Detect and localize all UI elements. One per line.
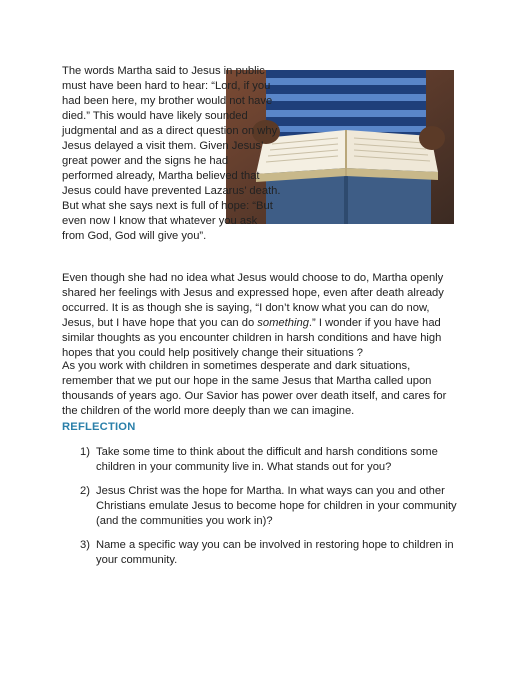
reflection-item-number: 1) <box>80 446 90 458</box>
reflection-item-text: Take some time to think about the difficult and harsh conditions some children in your community live in. What stands out for you? <box>96 446 438 473</box>
paragraph-martha-words <box>62 64 454 244</box>
reflection-item-number: 2) <box>80 485 90 497</box>
paragraph-martha-words-text: The words Martha said to Jesus in public must have been hard to hear: “Lord, if you had been here, my brother would not have died.” This would have likely sounded judgmental and as a direct question on why Jesus delayed a visit them. Given Jesus’ great power and the signs he had performed already, Martha believed that Jesus could have prevented Lazarus’ death. But what she says next is full of hope: “But even now I know that whatever you ask from God, God will give you”. <box>62 65 281 242</box>
reflection-item <box>80 445 470 475</box>
image-wrap-spacer <box>282 64 454 222</box>
reflection-item <box>80 538 470 568</box>
paragraph-work-with-children: As you work with children in sometimes desperate and dark situations, remember that we put our hope in the same Jesus that Martha called upon thousands of years ago. Our Savior has power over death itself, and cares for the children of the world more deeply than we can imagine. <box>62 360 447 417</box>
paragraph-martha-hope-emphasis: something <box>257 317 309 329</box>
paragraph-martha-hope-text-b: .” I wonder if you have had similar thoughts as you encounter children in harsh conditions and have high hopes that you could help positively change their situations ? <box>62 317 442 359</box>
reflection-list <box>80 445 470 577</box>
paragraph-martha-hope-text-a: Even though she had no idea what Jesus would choose to do, Martha openly shared her feelings with Jesus and expressed hope, even after death already occurred. It is as though she is saying, “I don’t know what you can do now, Jesus, but I have hope that you can do <box>62 272 444 329</box>
paragraph-martha-hope <box>62 271 462 361</box>
reflection-heading: REFLECTION <box>62 421 136 433</box>
reflection-item <box>80 484 470 529</box>
reflection-item-text: Name a specific way you can be involved in restoring hope to children in your community. <box>96 539 454 566</box>
reflection-item-number: 3) <box>80 539 90 551</box>
reflection-item-text: Jesus Christ was the hope for Martha. In what ways can you and other Christians emulate Jesus to become hope for children in your community (and the communities you work in)? <box>96 485 457 527</box>
